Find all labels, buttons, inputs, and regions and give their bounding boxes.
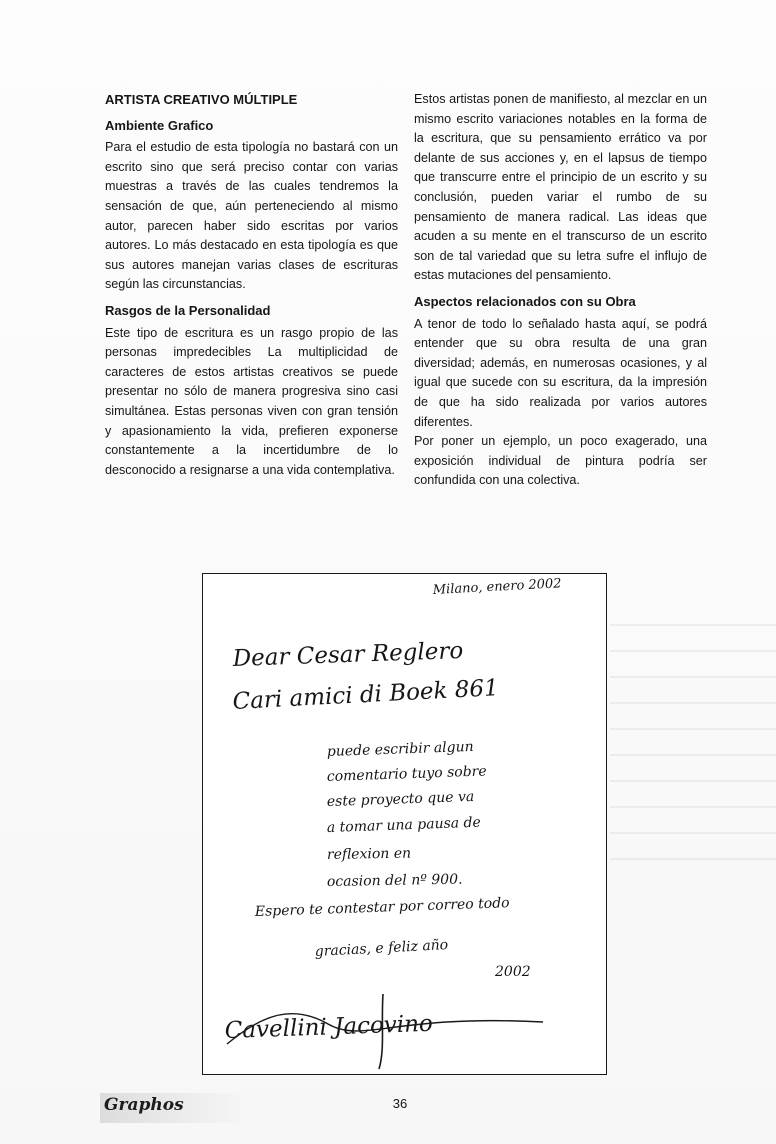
paragraph-ejemplo: Por poner un ejemplo, un poco exagerado, una exposición individual de pintura podría ser confundida con una colectiva. xyxy=(414,434,707,488)
letter-thanks: gracias, e feliz año xyxy=(314,937,449,960)
heading-ambiente-grafico: Ambiente Grafico xyxy=(105,117,214,133)
paragraph-aspectos-obra: A tenor de todo lo señalado hasta aquí, se podrá entender que su obra resulta de una gran diversidad; además, en numerosas ocasiones, y al igual que sucede con su escritura, da la impresión de que ha sido realizada por varios autores diferentes. xyxy=(414,316,707,429)
logo-text: Graphos xyxy=(104,1095,184,1115)
graphos-logo xyxy=(100,1093,240,1123)
letter-year: 2002 xyxy=(495,964,531,980)
paragraph-ambiente-grafico: Para el estudio de esta tipología no bastará con un escrito sino que será preciso contar con varias muestras a través de las cuales tendremos la sensación de que, aún perteneciendo al mismo autor, parecen haber sido escritas por varios autores. Lo más destacado en esta tipología es que sus autores manejan varias clases de escrituras según las circunstancias. xyxy=(105,140,398,292)
letter-body-line: reflexion en xyxy=(326,845,412,863)
letter-canvas xyxy=(203,574,605,1073)
letter-date: Milano, enero 2002 xyxy=(432,576,562,598)
letter-body-line: comentario tuyo sobre xyxy=(326,763,487,785)
letter-closing: Espero te contestar por correo todo xyxy=(254,895,510,920)
paragraph-rasgos-personalidad: Este tipo de escritura es un rasgo propio de las personas impredecibles La multiplicidad de caracteres de estos artistas creativos se puede presentar no sólo de manera progresiva sino casi simultánea. Estas personas viven con gran tensión y apasionamiento la vida, prefieren exponerse constantemente a la incertidumbre de lo desconocido a resignarse a una vida contemplativa. xyxy=(105,325,398,477)
heading-aspectos-obra: Aspectos relacionados con su Obra xyxy=(414,293,636,309)
letter-body-line: ocasion del nº 900. xyxy=(326,871,463,890)
heading-rasgos-personalidad: Rasgos de la Personalidad xyxy=(105,302,271,318)
paragraph-artistas: Estos artistas ponen de manifiesto, al mezclar en un mismo escrito variaciones notables en la forma de la escritura, que su pensamiento errático va por delante de sus acciones y, en el lapsus de tiempo que transcurre entre el principio de un escrito y su conclusión, pueden variar el rumbo de su pensamiento de manera radical. Las ideas que acuden a su mente en el transcurso de un escrito son de tal variedad que su letra sufre el influjo de estas mutaciones del pensamiento. xyxy=(414,92,707,283)
letter-greeting: Cari amici di Boek 861 xyxy=(231,675,500,715)
show-through-texture xyxy=(610,600,776,860)
letter-body-line: este proyecto que va xyxy=(326,788,475,810)
left-column xyxy=(105,90,398,480)
page-number: 36 xyxy=(392,1096,408,1111)
letter-body-line: puede escribir algun xyxy=(326,738,474,760)
letter-signature: Cavellini Jacovino xyxy=(224,1010,434,1044)
right-column xyxy=(414,90,707,491)
letter-body-line: a tomar una pausa de xyxy=(326,814,482,836)
letter-salutation: Dear Cesar Reglero xyxy=(232,637,464,672)
handwritten-letter xyxy=(202,573,607,1075)
section-title: ARTISTA CREATIVO MÚLTIPLE xyxy=(105,92,298,107)
